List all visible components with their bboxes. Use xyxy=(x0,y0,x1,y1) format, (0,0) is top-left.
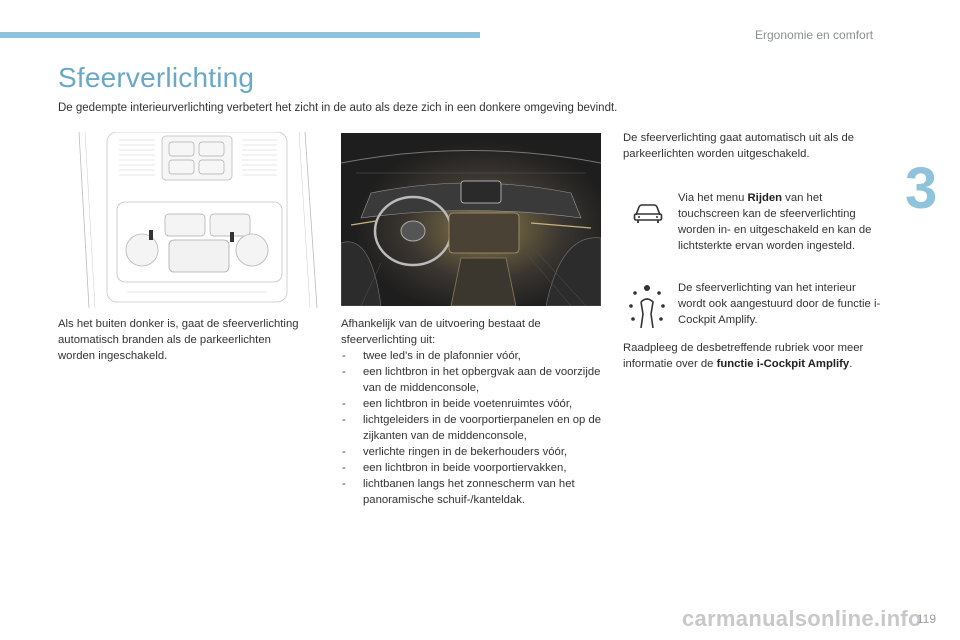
text-part: Via het menu xyxy=(678,192,748,204)
list-item: - een lichtbron in het opbergvak aan de voorzijde van de middenconsole, xyxy=(341,364,611,396)
list-item: - lichtgeleiders in de voorportierpanelen en op de zijkanten van de middenconsole, xyxy=(341,412,611,444)
ceiling-light-illustration xyxy=(77,132,320,308)
section-title: Ergonomie en comfort xyxy=(755,28,874,42)
reference-text xyxy=(623,340,883,372)
list-item: - een lichtbron in beide voorportiervakken, xyxy=(341,460,611,476)
page-number: 119 xyxy=(916,612,936,626)
page-title: Sfeerverlichting xyxy=(58,62,255,93)
top-accent-bar xyxy=(0,32,480,38)
list-item: - verlichte ringen in de bekerhouders vóór, xyxy=(341,444,611,460)
cockpit-ambient-illustration xyxy=(341,133,601,306)
text-part: van het touchscreen kan de sfeerverlichting worden in- en uitgeschakeld en kan de lichtsterkte ervan worden ingesteld. xyxy=(678,192,872,252)
auto-off-text: De sfeerverlichting gaat automatisch uit als de parkeerlichten worden uitgeschakeld. xyxy=(623,132,855,160)
middle-column xyxy=(341,316,611,508)
components-list xyxy=(341,348,611,508)
text-part: . xyxy=(849,358,853,370)
watermark: carmanualsonline.info xyxy=(682,606,922,631)
list-item: - twee led's in de plafonnier vóór, xyxy=(341,348,611,364)
person-amplify-icon xyxy=(627,282,667,332)
car-icon xyxy=(632,200,664,224)
touchscreen-menu-text xyxy=(678,190,883,254)
menu-name-rijden: Rijden xyxy=(747,192,783,204)
left-column-text: Als het buiten donker is, gaat de sfeerverlichting automatisch branden als de parkeerlichten worden ingeschakeld. xyxy=(58,318,299,362)
function-name: functie i-Cockpit Amplify xyxy=(716,358,850,370)
components-intro: Afhankelijk van de uitvoering bestaat de sfeerverlichting uit: xyxy=(341,318,541,346)
list-item: - een lichtbron in beide voetenruimtes vóór, xyxy=(341,396,611,412)
amplify-text: De sfeerverlichting van het interieur wordt ook aangestuurd door de functie i-Cockpit Amplify. xyxy=(678,282,881,326)
text-part: Raadpleeg de desbetreffende rubriek voor meer informatie over de xyxy=(623,342,864,370)
intro-text: De gedempte interieurverlichting verbetert het zicht in de auto als deze zich in een donkere omgeving bevindt. xyxy=(58,102,618,114)
chapter-number: 3 xyxy=(905,156,938,221)
list-item: - lichtbanen langs het zonnescherm van het panoramische schuif-/kanteldak. xyxy=(341,476,611,508)
